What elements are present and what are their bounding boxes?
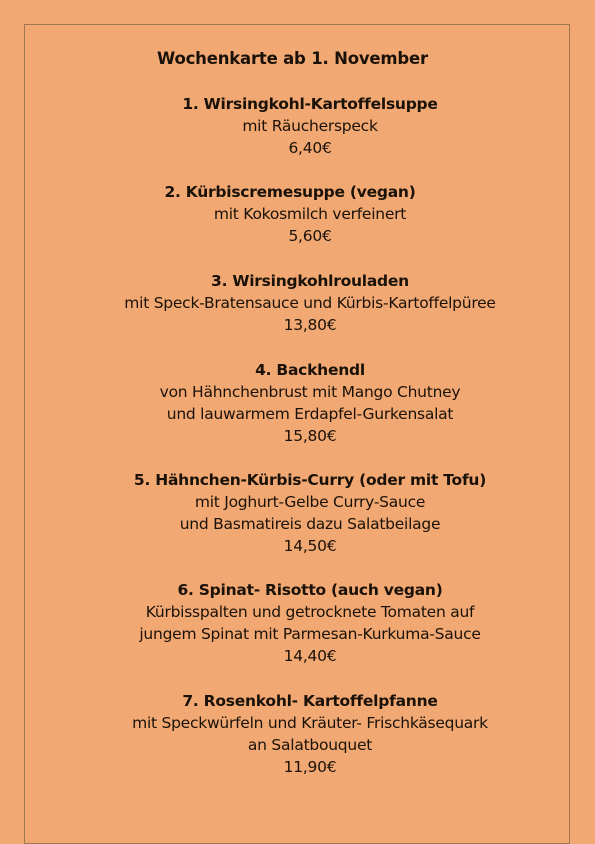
item-description: mit Joghurt-Gelbe Curry-Sauce	[194, 493, 426, 511]
menu-item-7	[0, 690, 595, 778]
item-price: 11,90€	[283, 758, 337, 776]
menu-item-6	[0, 579, 595, 667]
item-price: 14,50€	[283, 537, 337, 555]
item-description: mit Speckwürfeln und Kräuter- Frischkäsequark	[132, 714, 488, 732]
item-price: 5,60€	[288, 227, 332, 245]
item-name: 4. Backhendl	[255, 361, 365, 379]
item-name: 2. Kürbiscremesuppe (vegan)	[164, 183, 416, 201]
menu-item-3	[0, 270, 595, 336]
item-price: 6,40€	[288, 139, 332, 157]
menu-title: Wochenkarte ab 1. November	[157, 49, 428, 68]
item-description: jungem Spinat mit Parmesan-Kurkuma-Sauce	[139, 625, 481, 643]
item-description: mit Räucherspeck	[242, 117, 378, 135]
menu-item-2	[0, 181, 595, 247]
item-price: 13,80€	[283, 316, 337, 334]
item-description: Kürbisspalten und getrocknete Tomaten auf	[145, 603, 475, 621]
item-name: 6. Spinat- Risotto (auch vegan)	[177, 581, 443, 599]
item-name: 1. Wirsingkohl-Kartoffelsuppe	[182, 95, 438, 113]
menu-item-5	[0, 469, 595, 557]
item-description: an Salatbouquet	[247, 736, 373, 754]
item-description: mit Kokosmilch verfeinert	[213, 205, 407, 223]
item-price: 14,40€	[283, 647, 337, 665]
item-description: und Basmatireis dazu Salatbeilage	[179, 515, 441, 533]
item-name: 5. Hähnchen-Kürbis-Curry (oder mit Tofu)	[133, 471, 487, 489]
menu-item-4	[0, 359, 595, 447]
item-name: 3. Wirsingkohlrouladen	[211, 272, 409, 290]
item-price: 15,80€	[283, 427, 337, 445]
menu-item-1	[0, 93, 595, 159]
item-name: 7. Rosenkohl- Kartoffelpfanne	[182, 692, 438, 710]
item-description: und lauwarmem Erdapfel-Gurkensalat	[166, 405, 454, 423]
item-description: mit Speck-Bratensauce und Kürbis-Kartoffelpüree	[124, 294, 496, 312]
item-description: von Hähnchenbrust mit Mango Chutney	[159, 383, 461, 401]
